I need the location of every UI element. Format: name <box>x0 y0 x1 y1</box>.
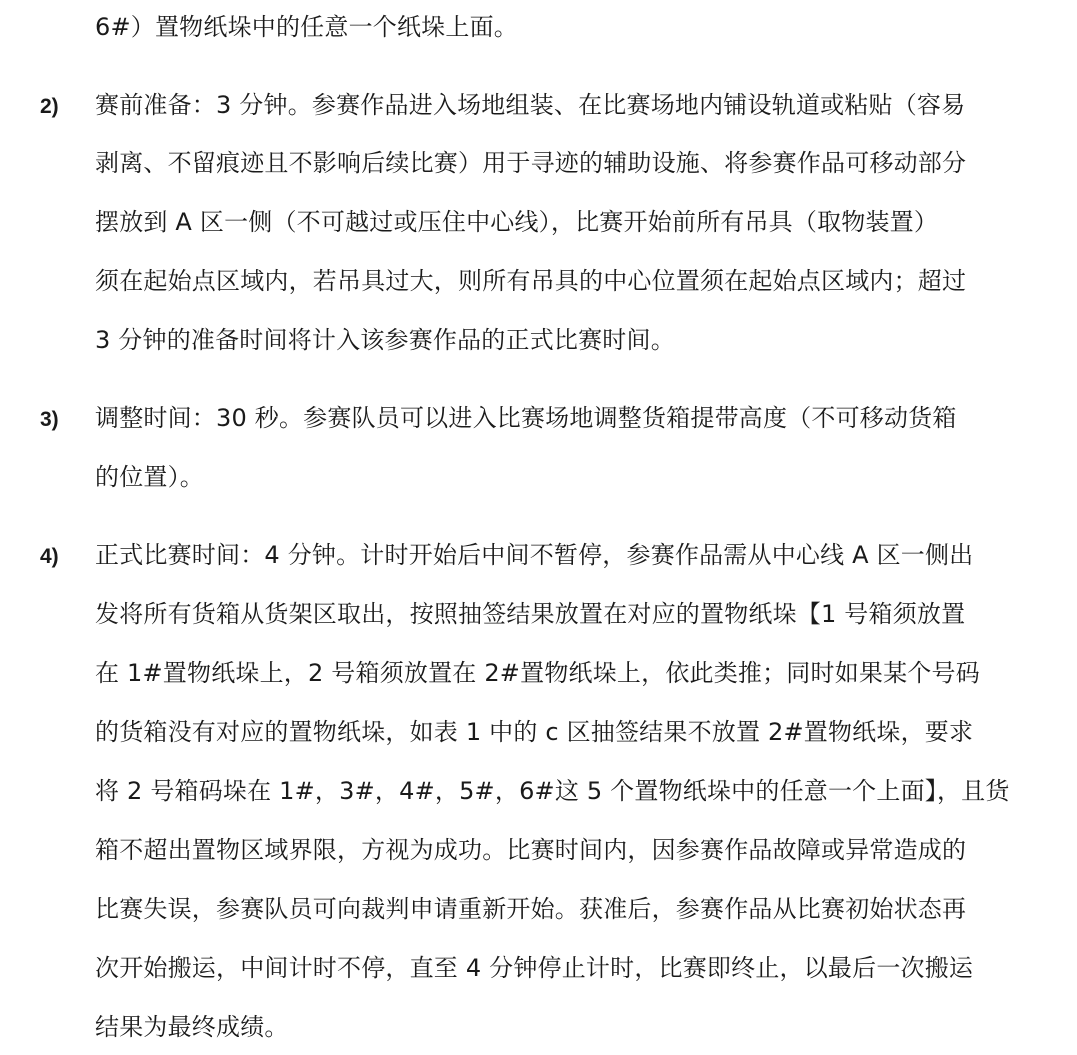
item-3-line: 调整时间：30 秒。参赛队员可以进入比赛场地调整货箱提带高度（不可移动货箱 <box>95 404 957 432</box>
item-2-line: 摆放到 A 区一侧（不可越过或压住中心线），比赛开始前所有吊具（取物装置） <box>95 208 939 236</box>
item-4-line: 箱不超出置物区域界限，方视为成功。比赛时间内，因参赛作品故障或异常造成的 <box>95 836 967 864</box>
item-2-line: 剥离、不留痕迹且不影响后续比赛）用于寻迹的辅助设施、将参赛作品可移动部分 <box>95 149 967 177</box>
item-4-line: 在 1#置物纸垛上，2 号箱须放置在 2#置物纸垛上，依此类推；同时如果某个号码 <box>95 659 980 687</box>
item-4-line: 的货箱没有对应的置物纸垛，如表 1 中的 c 区抽签结果不放置 2#置物纸垛，要求 <box>95 718 974 746</box>
item-2-number: 2) <box>40 95 59 118</box>
item-4-number: 4) <box>40 545 59 568</box>
item-2-line: 须在起始点区域内，若吊具过大，则所有吊具的中心位置须在起始点区域内；超过 <box>95 267 967 295</box>
item-4-line: 发将所有货箱从货架区取出，按照抽签结果放置在对应的置物纸垛【1 号箱须放置 <box>95 600 966 628</box>
item-4-line: 将 2 号箱码垛在 1#，3#，4#，5#，6#这 5 个置物纸垛中的任意一个上面】，且货 <box>95 777 1010 805</box>
item-3-number: 3) <box>40 408 59 431</box>
item-4-line: 正式比赛时间：4 分钟。计时开始后中间不暂停，参赛作品需从中心线 A 区一侧出 <box>95 541 974 569</box>
item-2-line: 赛前准备：3 分钟。参赛作品进入场地组装、在比赛场地内铺设轨道或粘贴（容易 <box>95 91 966 119</box>
item-2-line: 3 分钟的准备时间将计入该参赛作品的正式比赛时间。 <box>95 326 675 354</box>
carryover-line: 6#）置物纸垛中的任意一个纸垛上面。 <box>95 13 518 41</box>
item-4-line: 次开始搬运，中间计时不停，直至 4 分钟停止计时，比赛即终止，以最后一次搬运 <box>95 954 974 982</box>
item-4-line: 结果为最终成绩。 <box>95 1013 289 1041</box>
item-3-line: 的位置）。 <box>95 463 204 491</box>
item-4-line: 比赛失误，参赛队员可向裁判申请重新开始。获准后，参赛作品从比赛初始状态再 <box>95 895 967 923</box>
